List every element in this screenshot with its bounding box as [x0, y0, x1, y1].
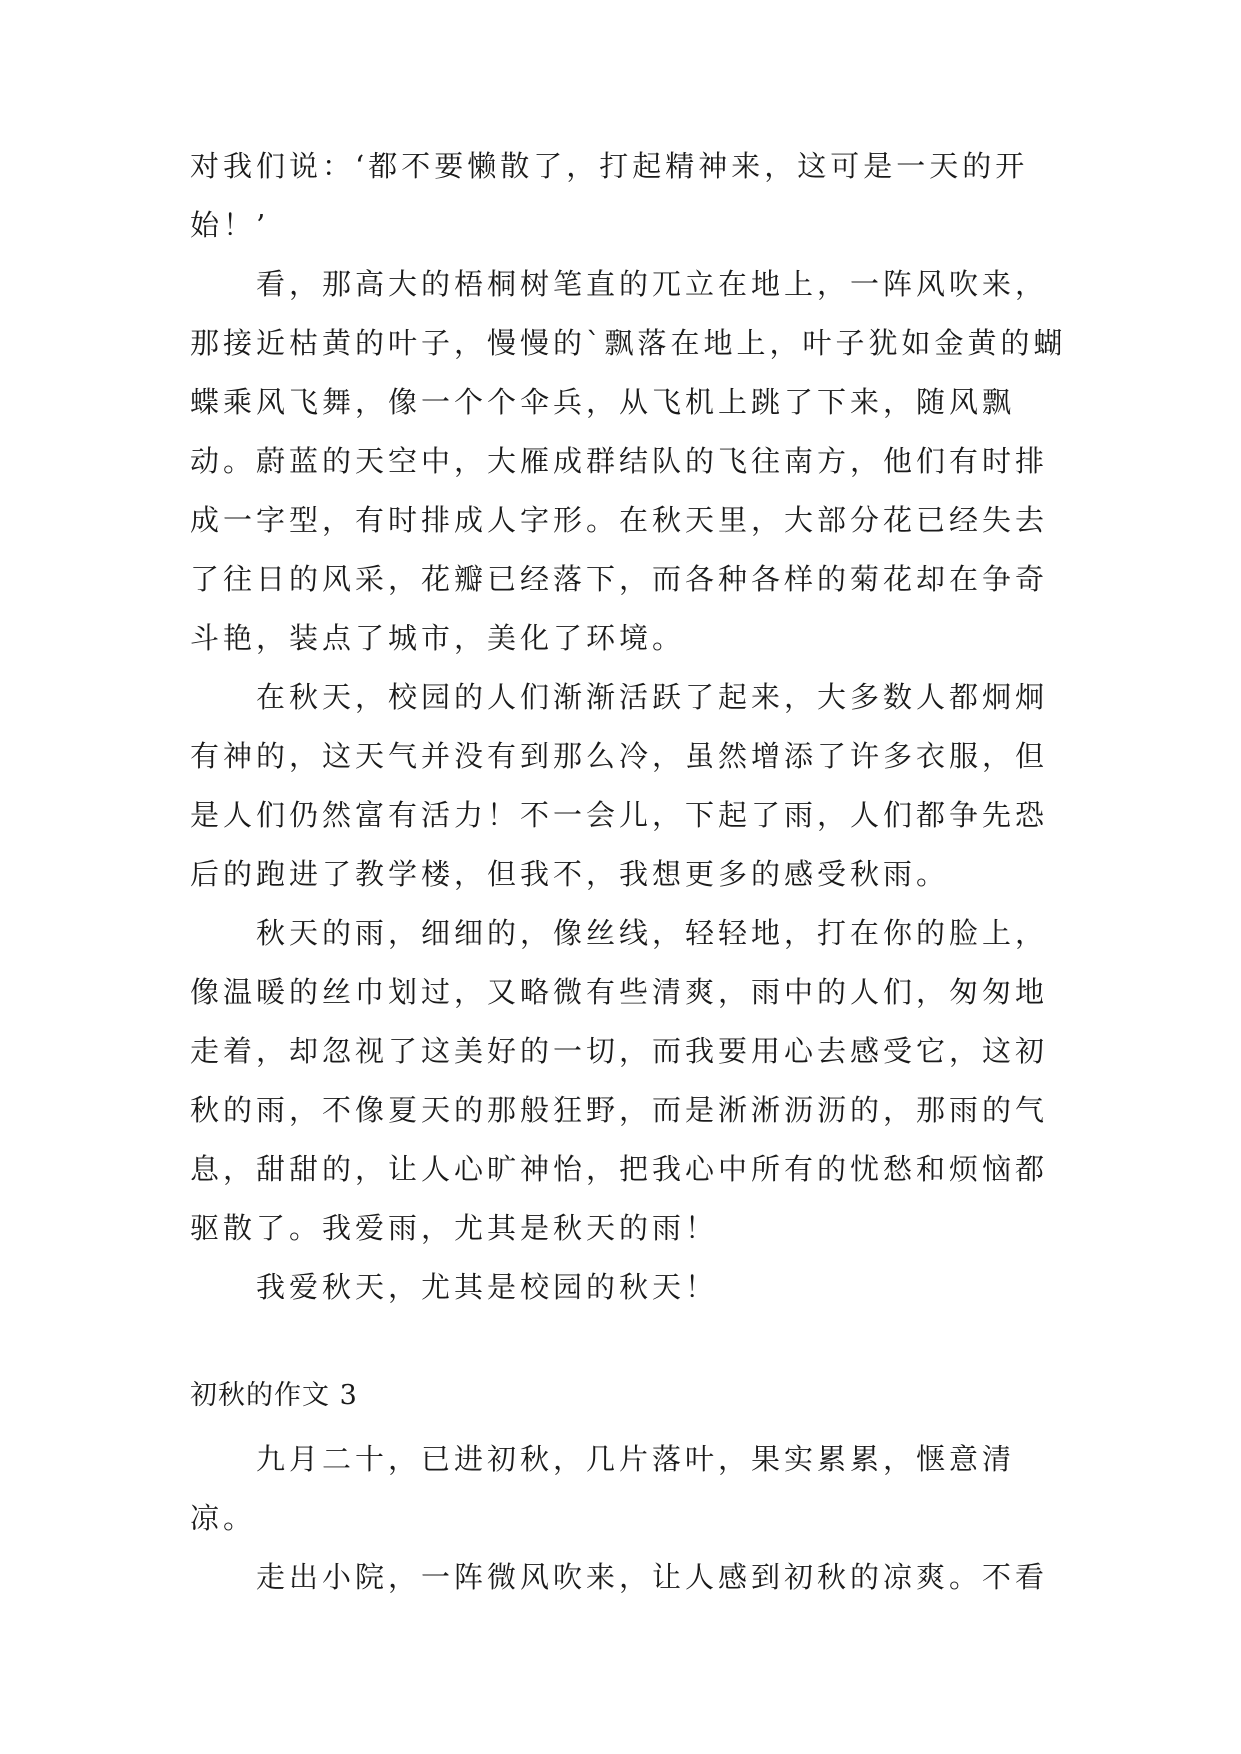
paragraph-3: 在秋天，校园的人们渐渐活跃了起来，大多数人都炯炯有神的，这天气并没有到那么冷，虽然增添了许多衣服，但是人们仍然富有活力！不一会儿，下起了雨，人们都争先恐后的跑进了教学楼，但我不，我想更多的感受秋雨。 — [190, 680, 1049, 891]
essay-3-body — [190, 1430, 1070, 1607]
essay-body — [190, 137, 1070, 1317]
paragraph-2: 看，那高大的梧桐树笔直的兀立在地上，一阵风吹来，那接近枯黄的叶子，慢慢的`飘落在地上，叶子犹如金黄的蝴蝶乘风飞舞，像一个个伞兵，从飞机上跳了下来，随风飘动。蔚蓝的天空中，大雁成群结队的飞往南方，他们有时排成一字型，有时排成人字形。在秋天里，大部分花已经失去了往日的风采，花瓣已经落下，而各种各样的菊花却在争奇斗艳，装点了城市，美化了环境。 — [190, 267, 1067, 655]
essay-3-paragraph-2: 走出小院，一阵微风吹来，让人感到初秋的凉爽。不看 — [256, 1560, 1049, 1594]
paragraph-5: 我爱秋天，尤其是校园的秋天！ — [256, 1270, 719, 1304]
paragraph-4: 秋天的雨，细细的，像丝线，轻轻地，打在你的脸上，像温暖的丝巾划过，又略微有些清爽，雨中的人们，匆匆地走着，却忽视了这美好的一切，而我要用心去感受它，这初秋的雨，不像夏天的那般狂野，而是淅淅沥沥的，那雨的气息，甜甜的，让人心旷神怡，把我心中所有的忧愁和烦恼都驱散了。我爱雨，尤其是秋天的雨！ — [190, 916, 1049, 1245]
paragraph-1: 对我们说：‘都不要懒散了，打起精神来，这可是一天的开始！’ — [190, 149, 1029, 242]
essay-3-paragraph-1: 九月二十，已进初秋，几片落叶，果实累累，惬意清凉。 — [190, 1442, 1016, 1535]
section-heading: 初秋的作文 3 — [190, 1380, 358, 1411]
